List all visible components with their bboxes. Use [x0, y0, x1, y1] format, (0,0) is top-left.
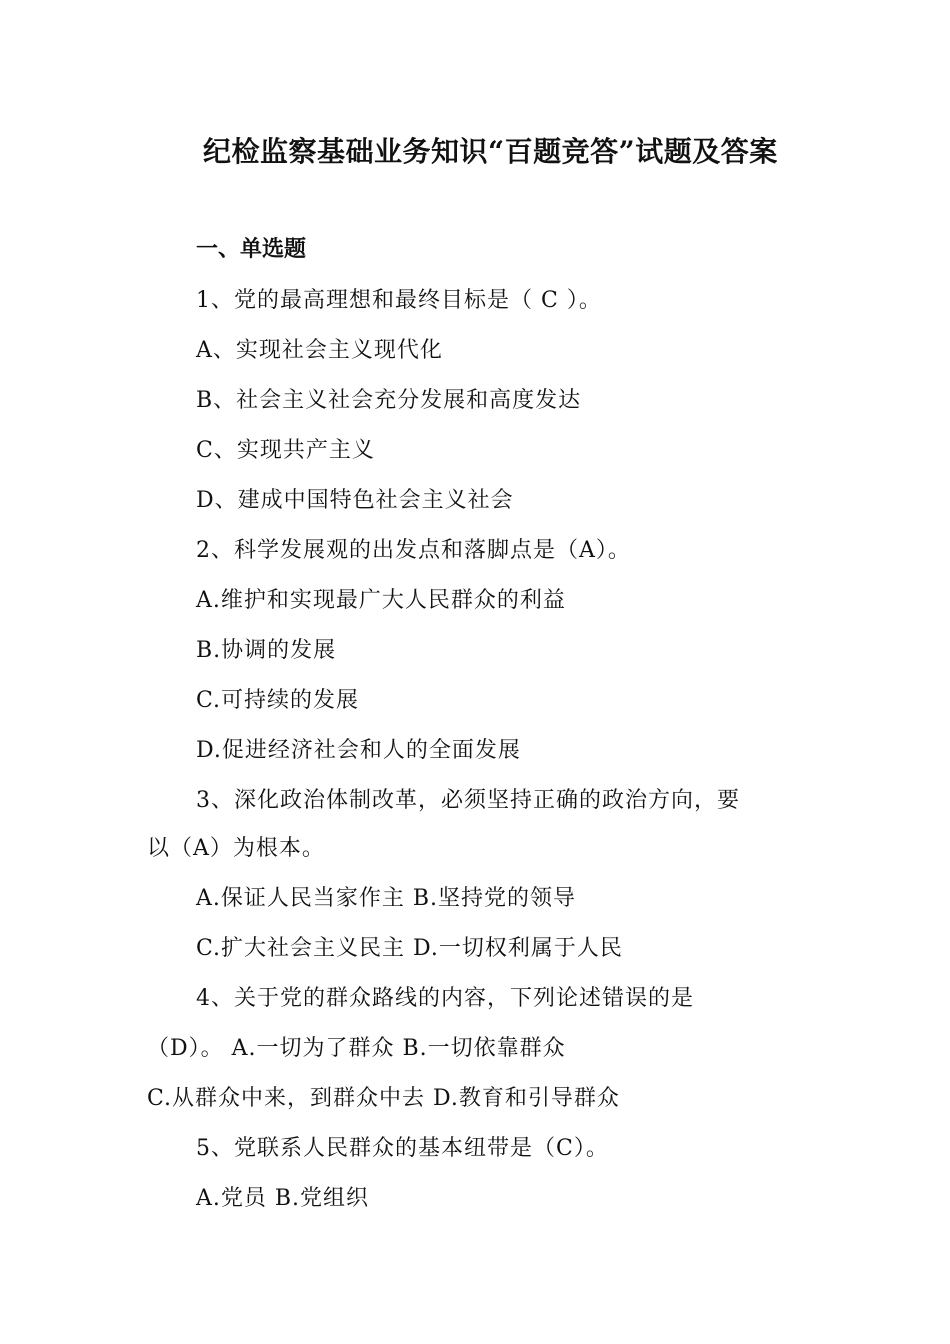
question-1-option-a: A、实现社会主义现代化 [196, 338, 443, 363]
question-4-continued: （D）。 A.一切为了群众 B.一切依靠群众 [147, 1036, 566, 1061]
question-2: 2、科学发展观的出发点和落脚点是（A）。 [196, 538, 631, 563]
question-3-options-cd: C.扩大社会主义民主 D.一切权利属于人民 [196, 936, 623, 961]
question-3-continued: 以（A）为根本。 [147, 836, 325, 861]
question-5: 5、党联系人民群众的基本纽带是（C）。 [196, 1136, 609, 1161]
question-1-option-b: B、社会主义社会充分发展和高度发达 [196, 388, 582, 413]
question-2-option-a: A.维护和实现最广大人民群众的利益 [196, 588, 566, 613]
section-heading: 一、单选题 [196, 236, 307, 262]
question-1: 1、党的最高理想和最终目标是（ C ）。 [196, 288, 602, 313]
document-title: 纪检监察基础业务知识“百题竞答”试题及答案 [203, 135, 778, 168]
question-5-options-ab: A.党员 B.党组织 [196, 1186, 370, 1211]
question-3-options-ab: A.保证人民当家作主 B.坚持党的领导 [196, 886, 577, 911]
question-1-option-d: D、建成中国特色社会主义社会 [196, 488, 514, 513]
question-2-option-c: C.可持续的发展 [196, 688, 360, 713]
question-4: 4、关于党的群众路线的内容，下列论述错误的是 [196, 986, 694, 1011]
question-2-option-b: B.协调的发展 [196, 638, 337, 663]
question-3: 3、深化政治体制改革，必须坚持正确的政治方向，要 [196, 788, 740, 813]
question-2-option-d: D.促进经济社会和人的全面发展 [196, 738, 521, 763]
question-4-options-cd: C.从群众中来，到群众中去 D.教育和引导群众 [147, 1086, 620, 1111]
question-1-option-c: C、实现共产主义 [196, 438, 375, 463]
